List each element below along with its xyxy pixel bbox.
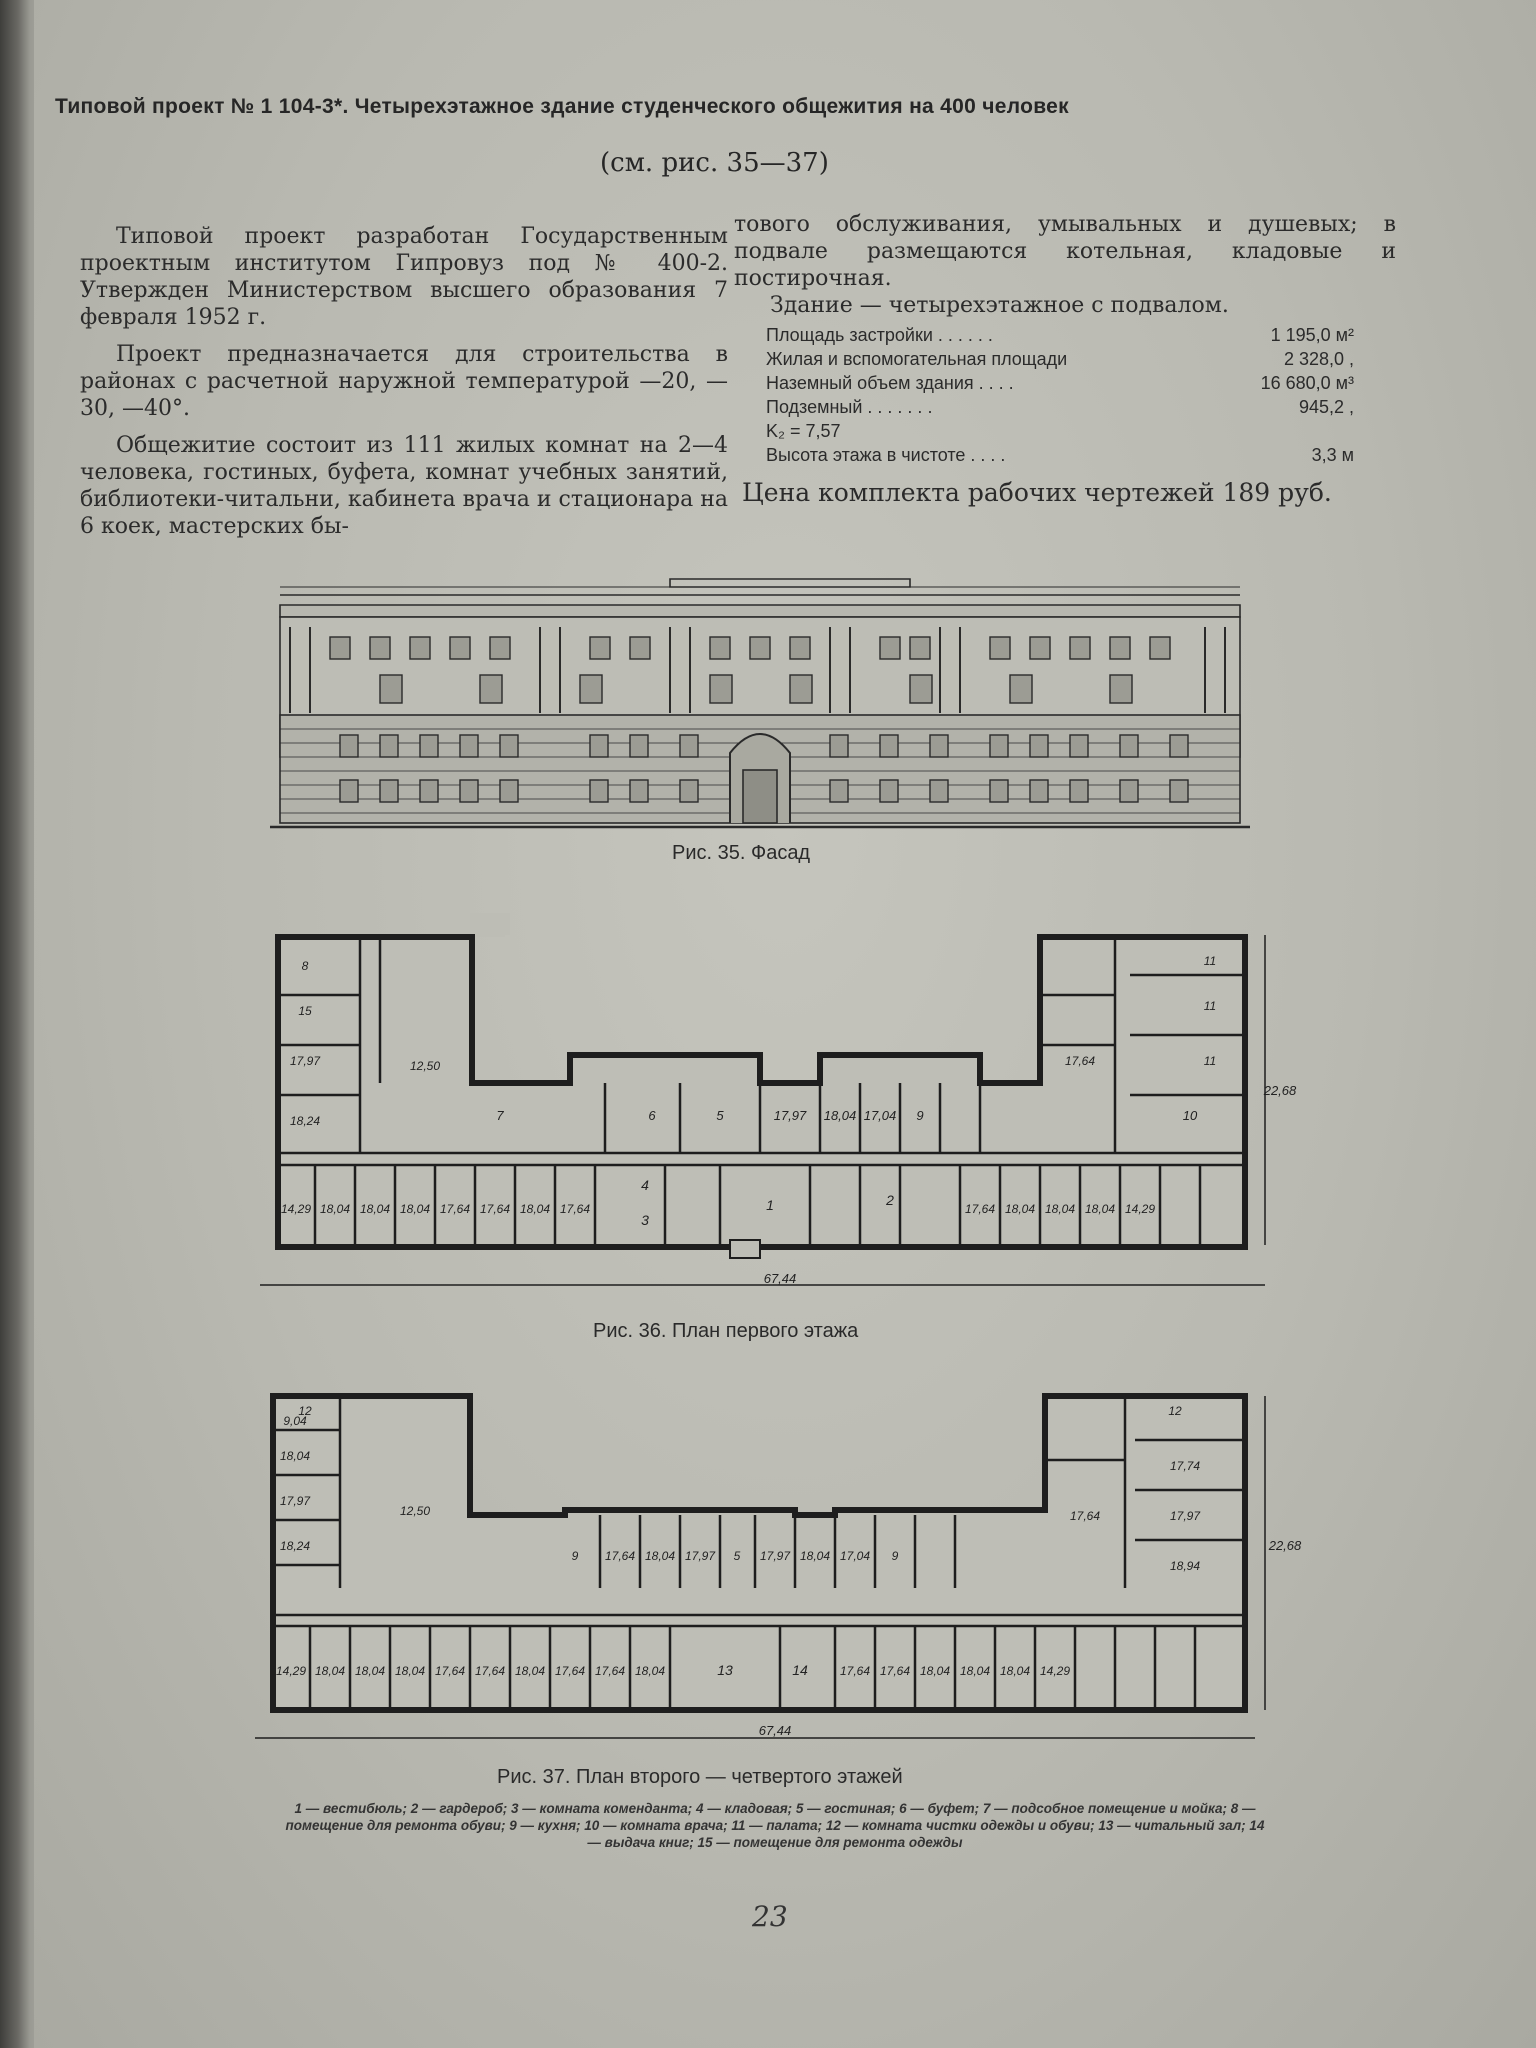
- paragraph: Здание — четырехэтажное с подвалом.: [770, 293, 1229, 318]
- room-area-label: 17,64: [594, 1664, 626, 1678]
- room-area-label: 18,04: [314, 1664, 346, 1678]
- spec-row: [766, 443, 1354, 467]
- page-subtitle: (см. рис. 35—37): [600, 148, 829, 178]
- figure-legend: 1 — вестибюль; 2 — гардероб; 3 — комната коменданта; 4 — кладовая; 5 — гостиная; 6 — буфет; 7 — подсобное помещение и мойка; 8 — помещение для ремонта обуви; 9 — кухня; 10 — комната врача; 11 — палата; 12 — комната чистки одежды и обуви; 13 — читальный зал; 14 — выдача книг; 15 — помещение для ремонта одежды: [285, 1801, 1265, 1850]
- spec-row: [766, 395, 1354, 419]
- room-label: 18,94: [1169, 1559, 1201, 1573]
- room-area-label: 18,04: [394, 1664, 426, 1678]
- room-label: 9: [891, 1549, 899, 1563]
- price-line: Цена комплекта рабочих чертежей 189 руб.: [742, 478, 1332, 507]
- room-label: 17,04: [839, 1549, 871, 1563]
- room-area-label: 17,64: [479, 1202, 511, 1216]
- room-label: 17,97: [684, 1549, 716, 1563]
- room-label: 18,24: [289, 1114, 321, 1128]
- room-area-label: 14,29: [1124, 1202, 1156, 1216]
- spec-label: Площадь застройки . . . . . .: [766, 325, 993, 345]
- room-number-label: 4: [641, 1177, 649, 1193]
- spec-label: K₂ = 7,57: [766, 421, 841, 441]
- room-area-label: 17,64: [474, 1664, 506, 1678]
- spec-value: 945,2 ,: [1298, 397, 1354, 417]
- paragraph: Проект предназначается для строительства в районах с расчетной наружной температурой —20, —30, —40°.: [80, 342, 728, 421]
- room-label: 5: [716, 1108, 724, 1123]
- spec-label: Наземный объем здания . . . .: [766, 373, 1014, 393]
- spec-value: 16 680,0 м³: [1260, 373, 1354, 393]
- room-label: 8: [301, 959, 309, 973]
- paragraph: тового обслуживания, умывальных и душевых; в подвале размещаются котельная, кладовые и постирочная.: [734, 212, 1396, 291]
- room-area-label: 18,04: [359, 1202, 391, 1216]
- room-area-label: 18,04: [1084, 1202, 1116, 1216]
- text-column-right: [734, 211, 1396, 506]
- dimension-width-label: 67,44: [758, 1723, 792, 1738]
- room-label: 11: [1203, 999, 1217, 1013]
- spec-row: [766, 419, 1354, 443]
- room-label: 11: [1203, 954, 1217, 968]
- spec-label: Высота этажа в чистоте . . . .: [766, 445, 1006, 465]
- spec-value: 3,3 м: [1311, 445, 1354, 465]
- spec-value: 2 328,0 ,: [1283, 349, 1354, 369]
- spec-label: Жилая и вспомогательная площади: [766, 349, 1068, 369]
- room-area-label: 18,04: [399, 1202, 431, 1216]
- room-label: 18,04: [279, 1449, 311, 1463]
- room-area-label: 18,04: [354, 1664, 386, 1678]
- spec-row: [766, 323, 1354, 347]
- room-label: 7: [496, 1108, 504, 1123]
- spec-row: [766, 371, 1354, 395]
- facade-drawing: [270, 565, 1250, 835]
- text-column-left: [80, 223, 728, 550]
- room-area-label: 17,64: [434, 1664, 466, 1678]
- paragraph: Общежитие состоит из 111 жилых комнат на 2—4 человека, гостиных, буфета, комнат учебных занятий, библиотеки-читальни, кабинета врача и стационара на 6 коек, мастерских бы-: [80, 433, 728, 539]
- room-area-label: 17,64: [439, 1202, 471, 1216]
- room-label: 17,04: [863, 1108, 897, 1123]
- room-area-label: 17,64: [839, 1664, 871, 1678]
- room-area-label: 18,04: [959, 1664, 991, 1678]
- room-area-label: 17,64: [559, 1202, 591, 1216]
- room-area-label: 18,04: [514, 1664, 546, 1678]
- room-label: 9,04: [283, 1414, 307, 1428]
- spec-label: Подземный . . . . . . .: [766, 397, 933, 417]
- dimension-width-label: 67,44: [763, 1271, 797, 1286]
- room-label: 17,64: [604, 1549, 636, 1563]
- room-label: 15: [298, 1004, 312, 1018]
- room-number-label: 14: [792, 1662, 808, 1678]
- figure-35-caption: Рис. 35. Фасад: [672, 842, 811, 864]
- figure-37-caption: Рис. 37. План второго — четвертого этажей: [497, 1766, 903, 1788]
- room-label: 12: [1168, 1404, 1182, 1418]
- room-number-label: 13: [717, 1662, 733, 1678]
- room-label: 17,74: [1169, 1459, 1201, 1473]
- spec-value: 1 195,0 м²: [1270, 325, 1354, 345]
- room-label: 11: [1203, 1054, 1217, 1068]
- room-label: 17,97: [1169, 1509, 1201, 1523]
- room-label: 6: [648, 1108, 656, 1123]
- room-label: 12,50: [399, 1504, 431, 1518]
- room-area-label: 18,04: [319, 1202, 351, 1216]
- paragraph: Типовой проект разработан Государственным проектным институтом Гипровуз под № 400-2. Утвержден Министерством высшего образования 7 февраля 1952 г.: [80, 224, 728, 330]
- page-number: 23: [752, 1900, 788, 1933]
- upper-floor-plan: [255, 1370, 1302, 1750]
- room-label: 12: [298, 1404, 312, 1418]
- room-area-label: 18,04: [634, 1664, 666, 1678]
- room-label: 17,97: [759, 1549, 791, 1563]
- room-label: 9: [571, 1549, 579, 1563]
- room-label: 17,97: [279, 1494, 311, 1508]
- room-number-label: 2: [886, 1192, 894, 1208]
- room-area-label: 17,64: [879, 1664, 911, 1678]
- room-area-label: 17,64: [554, 1664, 586, 1678]
- room-label: 10: [1182, 1108, 1198, 1123]
- room-label: 17,97: [289, 1054, 321, 1068]
- room-number-label: 1: [766, 1197, 774, 1213]
- room-area-label: 17,64: [964, 1202, 996, 1216]
- room-label: 18,04: [799, 1549, 831, 1563]
- room-label: 12,50: [409, 1059, 441, 1073]
- room-label: 18,24: [279, 1539, 311, 1553]
- dimension-depth-label: 22,68: [1268, 1538, 1302, 1553]
- page-title: Типовой проект № 1 104-3*. Четырехэтажное здание студенческого общежития на 400 человек: [55, 95, 1069, 118]
- room-label: 9: [916, 1108, 924, 1123]
- room-area-label: 14,29: [275, 1664, 307, 1678]
- room-area-label: 18,04: [1044, 1202, 1076, 1216]
- first-floor-plan: [260, 905, 1297, 1295]
- room-area-label: 18,04: [519, 1202, 551, 1216]
- room-label: 18,04: [644, 1549, 676, 1563]
- room-label: 5: [733, 1549, 741, 1563]
- spec-table: [734, 323, 1396, 467]
- spec-row: [766, 347, 1354, 371]
- room-area-label: 18,04: [919, 1664, 951, 1678]
- dimension-depth-label: 22,68: [1263, 1083, 1297, 1098]
- room-area-label: 18,04: [1004, 1202, 1036, 1216]
- room-area-label: 18,04: [999, 1664, 1031, 1678]
- room-label: 17,64: [1069, 1509, 1101, 1523]
- room-number-label: 3: [641, 1212, 649, 1228]
- room-label: 17,97: [773, 1108, 807, 1123]
- room-label: 18,04: [823, 1108, 857, 1123]
- room-label: 17,64: [1064, 1054, 1096, 1068]
- figure-36-caption: Рис. 36. План первого этажа: [593, 1320, 859, 1342]
- room-area-label: 14,29: [280, 1202, 312, 1216]
- room-area-label: 14,29: [1039, 1664, 1071, 1678]
